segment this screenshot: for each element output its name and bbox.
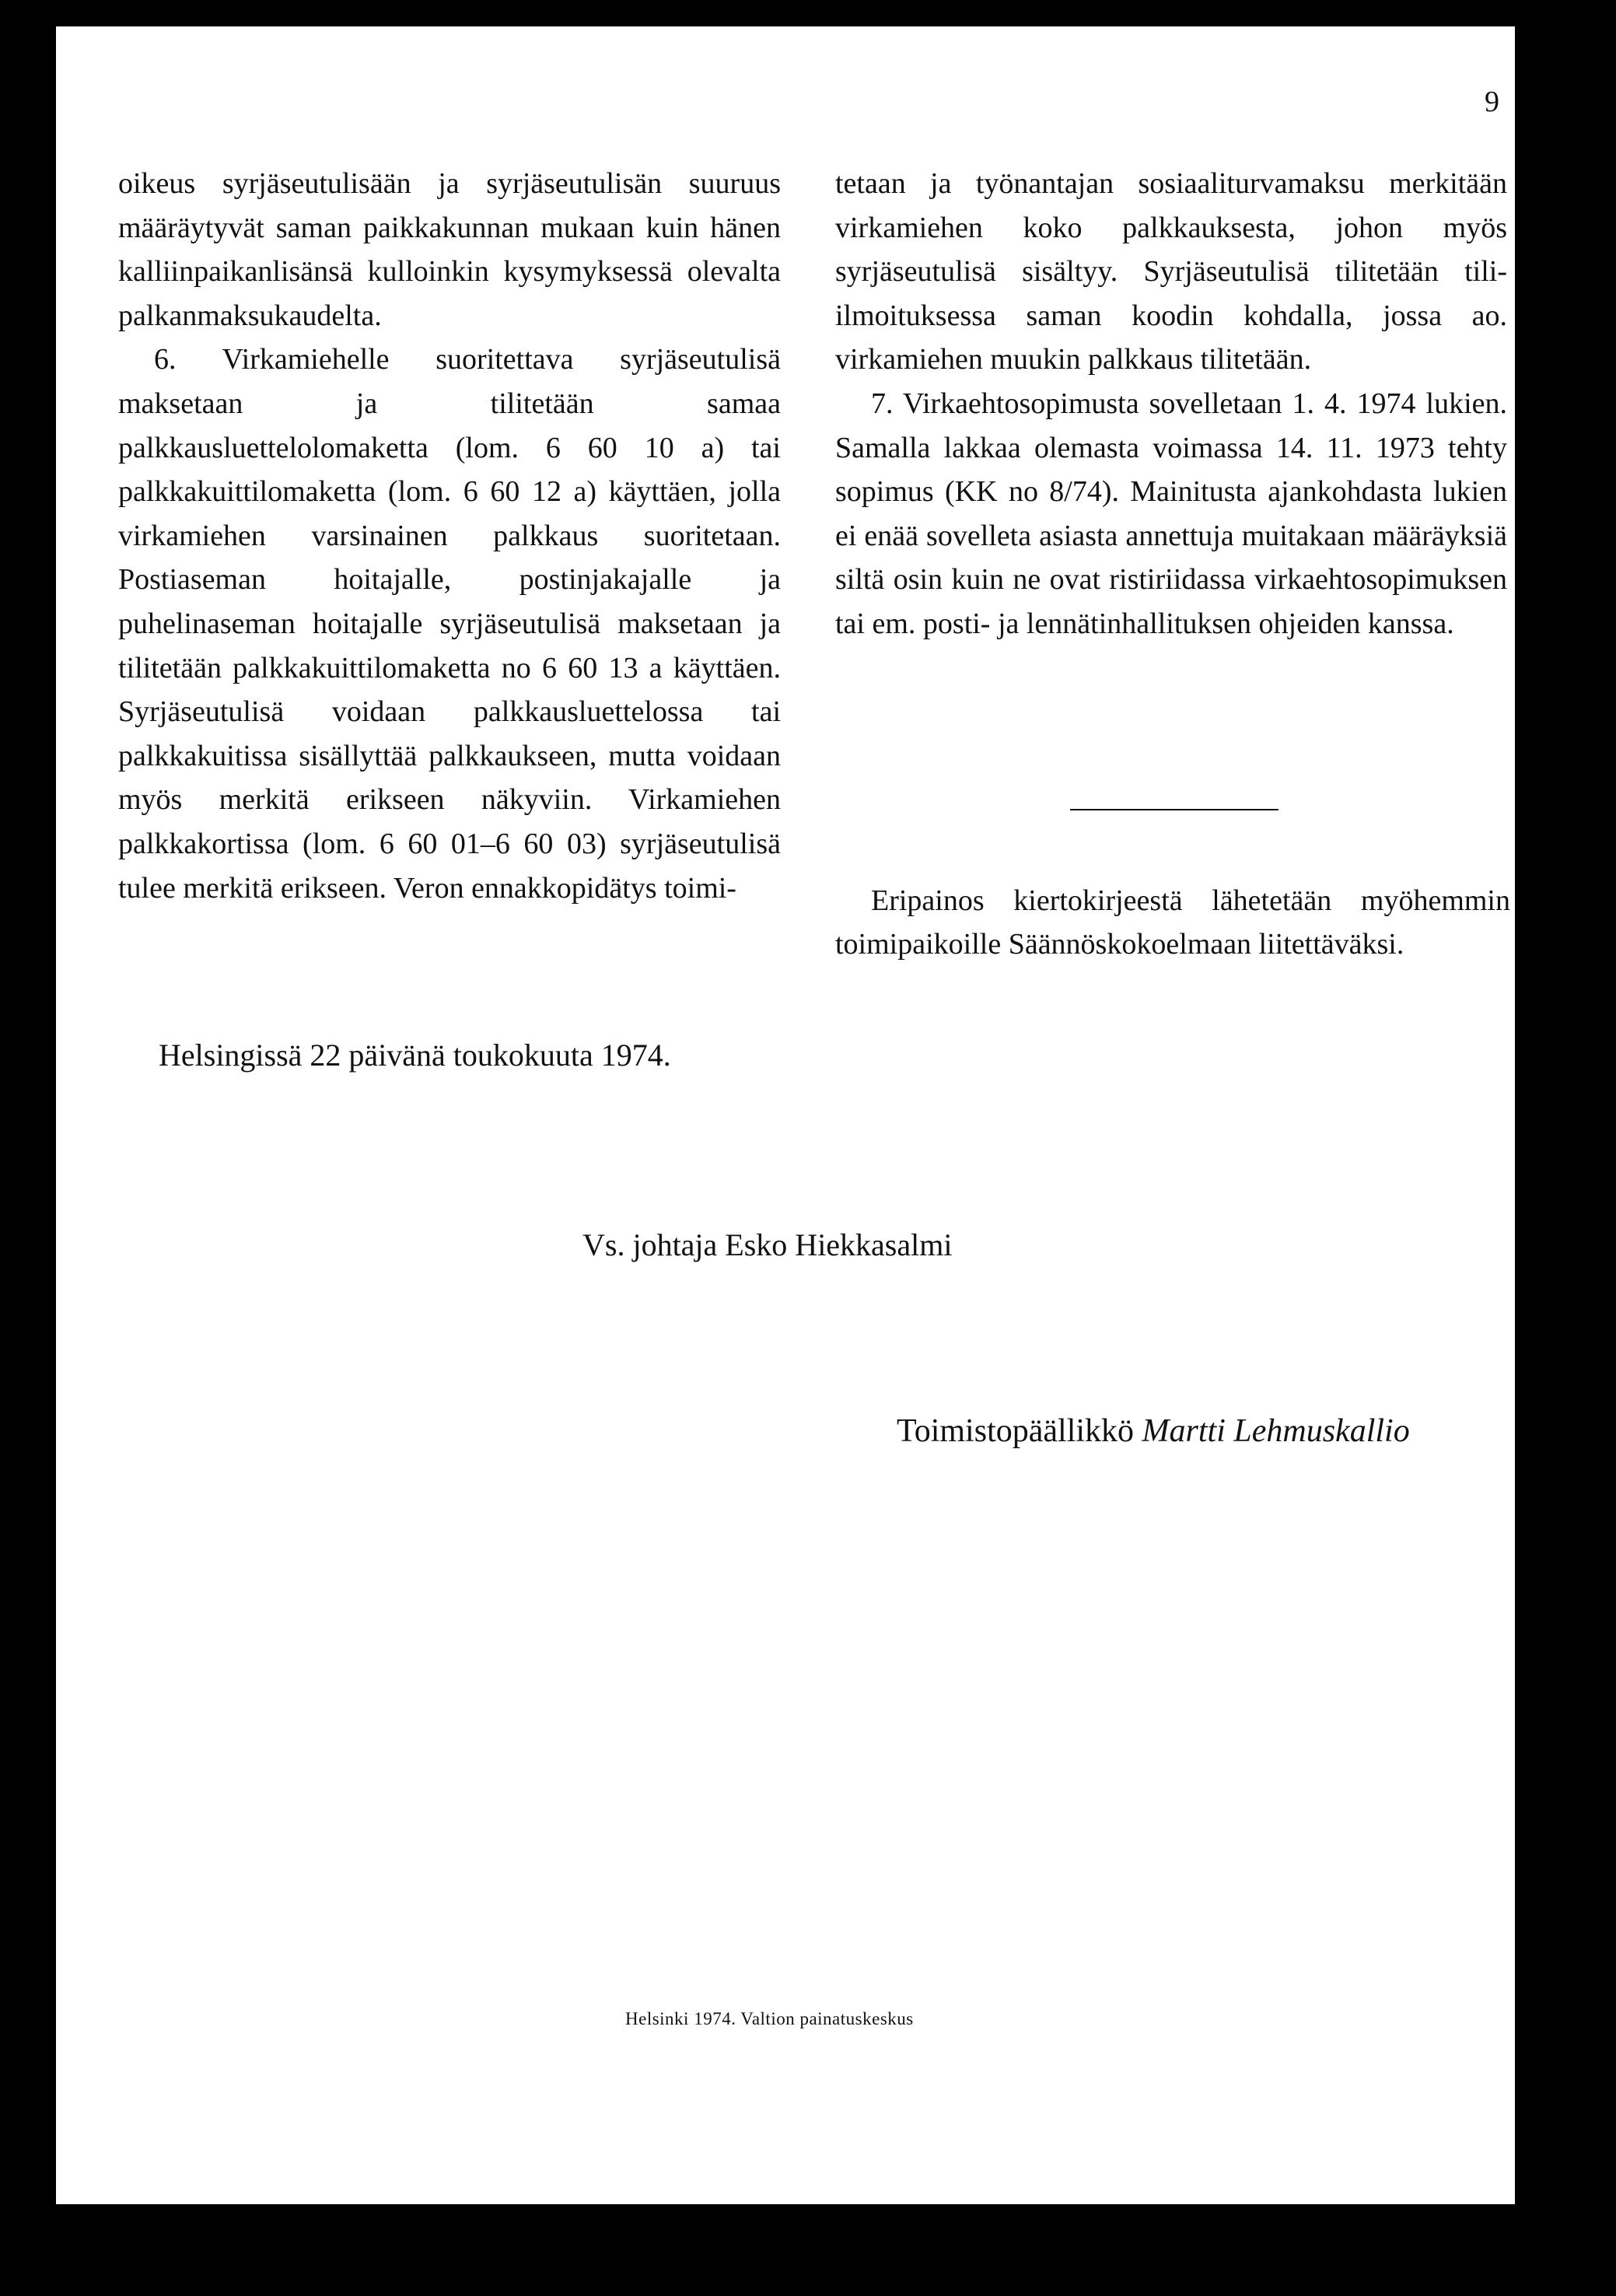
left-column [118,162,781,910]
office-head-title: Toimistopäällikkö [897,1413,1135,1449]
director-signature: Vs. johtaja Esko Hiekkasalmi [582,1227,953,1262]
left-paragraph-2: 6. Virkamiehelle suoritettava syrjäseutulisä maksetaan ja tilitetään samaa palkkausluettelolomaketta (lom. 6 60 10 a) tai palkkakuittilomaketta (lom. 6 60 12 a) käyttäen, jolla virkamiehen varsinainen palkkaus suoritetaan. Postiaseman hoitajalle, postinjakajalle ja puhelinaseman hoitajalle syrjäseutulisä maksetaan ja tilitetään palkkakuittilomaketta no 6 60 13 a käyttäen. Syrjäseutulisä voidaan palkkausluettelossa tai palkkakuitissa sisällyttää palkkaukseen, mutta voidaan myös merkitä erikseen näkyviin. Virkamiehen palkkakortissa (lom. 6 60 01–6 60 03) syrjäseutulisä tulee merkitä erikseen. Veron ennakkopidätys toimi- [118,343,781,905]
office-head-name: Martti Lehmuskallio [1142,1413,1410,1449]
reprint-note-text: Eripainos kiertokirjeestä lähetetään myöhemmin toimipaikoille Säännöskokoelmaan liitettäväksi. [835,884,1510,961]
reprint-note [835,879,1510,966]
separator-rule [1070,809,1278,810]
printer-imprint: Helsinki 1974. Valtion painatuskeskus [625,2009,914,2028]
office-head-signature [897,1412,1410,1451]
right-paragraph-2: 7. Virkaehtosopimusta sovelletaan 1. 4. 1974 lukien. Samalla lakkaa olemasta voimassa 14. 11. 1973 tehty sopimus (KK no 8/74). Mainitusta ajankohdasta lukien ei enää sovelleta asiasta annettuja muitakaan määräyksiä siltä osin kuin ne ovat ristiriidassa virkaehtosopimuksen tai em. posti- ja lennätinhallituksen ohjeiden kanssa. [835,387,1507,640]
left-paragraph-1: oikeus syrjäseutulisään ja syrjäseutulisän suuruus määräytyvät saman paikkakunnan mukaan kuin hänen kalliinpaikanlisänsä kulloinkin kysymyksessä olevalta palkanmaksukaudelta. [118,167,781,332]
right-column [835,162,1507,646]
right-paragraph-1: tetaan ja työnantajan sosiaaliturvamaksu merkitään virkamiehen koko palkkauksesta, johon myös syrjäseutulisä sisältyy. Syrjäseutulisä tilitetään tili-ilmoituksessa saman koodin kohdalla, jossa ao. virkamiehen muukin palkkaus tilitetään. [835,167,1507,376]
date-line: Helsingissä 22 päivänä toukokuuta 1974. [159,1038,671,1073]
page-number: 9 [1485,86,1499,118]
